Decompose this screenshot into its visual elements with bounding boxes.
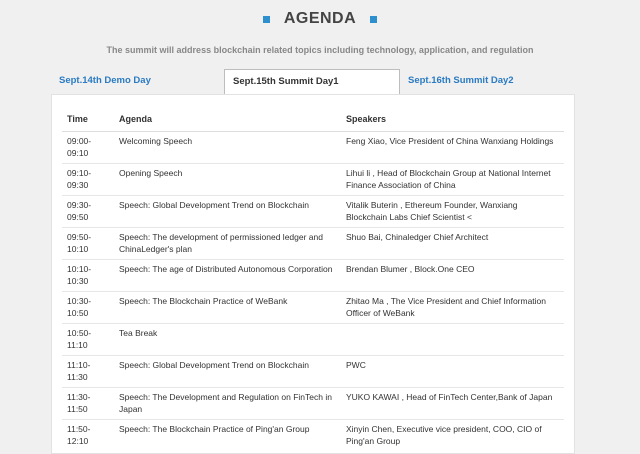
- agenda-cell: Speech: The development of permissioned ledger and ChinaLedger's plan: [114, 228, 341, 260]
- agenda-cell: Speech: The Blockchain Practice of Ping'an Group: [114, 420, 341, 452]
- table-row: [62, 196, 564, 228]
- agenda-cell: Speech: The Blockchain Practice of WeBank: [114, 292, 341, 324]
- speakers-cell: Brendan Blumer , Block.One CEO: [341, 260, 564, 292]
- title-row: [0, 8, 640, 30]
- table-row: [62, 292, 564, 324]
- column-header-speakers: Speakers: [341, 107, 564, 132]
- page-subtitle: The summit will address blockchain related topics including technology, application, and regulation: [106, 45, 534, 55]
- agenda-cell: Speech: Global Development Trend on Blockchain: [114, 196, 341, 228]
- time-cell: 09:10-09:30: [62, 164, 114, 196]
- square-bullet-icon: [370, 16, 377, 23]
- agenda-panel: [51, 94, 575, 454]
- table-header-row: [62, 107, 564, 132]
- time-cell: 10:30-10:50: [62, 292, 114, 324]
- table-row: [62, 388, 564, 420]
- time-cell: 11:30-11:50: [62, 388, 114, 420]
- time-cell: 10:50-11:10: [62, 324, 114, 356]
- agenda-cell: Speech: The age of Distributed Autonomous Corporation: [114, 260, 341, 292]
- agenda-cell: Speech: The Development and Regulation on FinTech in Japan: [114, 388, 341, 420]
- agenda-table: [62, 107, 564, 452]
- speakers-cell: PWC: [341, 356, 564, 388]
- speakers-cell: Lihui li , Head of Blockchain Group at National Internet Finance Association of China: [341, 164, 564, 196]
- time-cell: 11:10-11:30: [62, 356, 114, 388]
- speakers-cell: YUKO KAWAI , Head of FinTech Center,Bank of Japan: [341, 388, 564, 420]
- time-cell: 09:00-09:10: [62, 132, 114, 164]
- table-row: [62, 324, 564, 356]
- page-title: AGENDA: [283, 10, 357, 27]
- speakers-cell: Feng Xiao, Vice President of China Wanxiang Holdings: [341, 132, 564, 164]
- time-cell: 11:50-12:10: [62, 420, 114, 452]
- table-row: [62, 132, 564, 164]
- table-row: [62, 164, 564, 196]
- table-row: [62, 260, 564, 292]
- speakers-cell: Zhitao Ma , The Vice President and Chief Information Officer of WeBank: [341, 292, 564, 324]
- tab-summit-day2[interactable]: Sept.16th Summit Day2: [408, 75, 514, 86]
- tab-demo-day[interactable]: Sept.14th Demo Day: [59, 75, 151, 86]
- agenda-cell: Tea Break: [114, 324, 341, 356]
- speakers-cell: Shuo Bai, Chinaledger Chief Architect: [341, 228, 564, 260]
- time-cell: 10:10-10:30: [62, 260, 114, 292]
- column-header-agenda: Agenda: [114, 107, 341, 132]
- square-bullet-icon: [263, 16, 270, 23]
- table-row: [62, 228, 564, 260]
- time-cell: 09:50-10:10: [62, 228, 114, 260]
- day-tabs: [51, 69, 575, 95]
- table-row: [62, 420, 564, 452]
- table-row: [62, 356, 564, 388]
- agenda-cell: Opening Speech: [114, 164, 341, 196]
- time-cell: 09:30-09:50: [62, 196, 114, 228]
- tab-summit-day1[interactable]: Sept.15th Summit Day1: [224, 69, 400, 94]
- speakers-cell: Vitalik Buterin , Ethereum Founder, Wanxiang Blockchain Labs Chief Scientist <: [341, 196, 564, 228]
- column-header-time: Time: [62, 107, 114, 132]
- agenda-cell: Welcoming Speech: [114, 132, 341, 164]
- speakers-cell: [341, 324, 564, 356]
- speakers-cell: Xinyin Chen, Executive vice president, COO, CIO of Ping'an Group: [341, 420, 564, 452]
- agenda-cell: Speech: Global Development Trend on Blockchain: [114, 356, 341, 388]
- agenda-header: [0, 8, 640, 55]
